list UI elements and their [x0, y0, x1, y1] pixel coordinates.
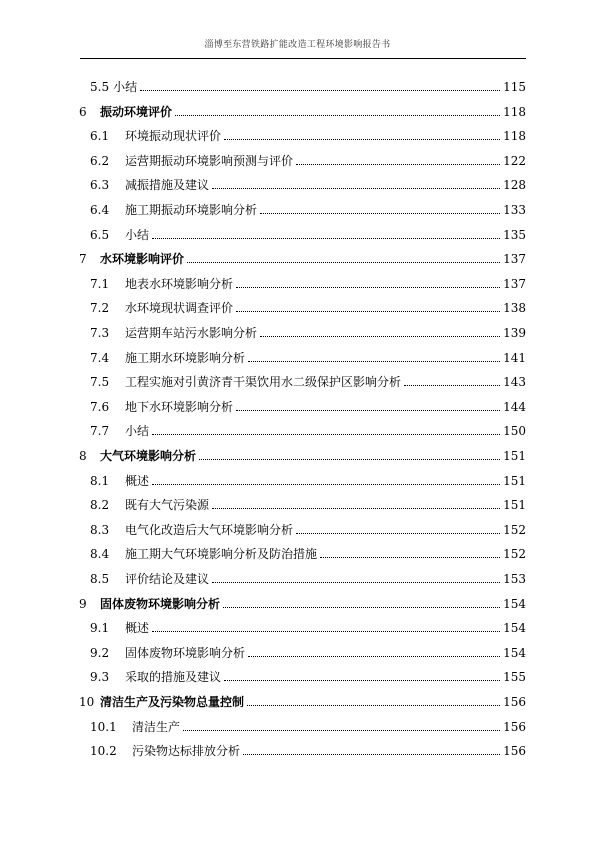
toc-entry-number: 9.1	[90, 621, 110, 636]
toc-entry[interactable]	[79, 593, 526, 611]
toc-dot-leader	[152, 434, 500, 435]
toc-entry-title: 地下水环境影响分析	[125, 399, 234, 414]
toc-entry[interactable]	[79, 248, 526, 266]
toc-entry-title: 污染物达标排放分析	[132, 744, 241, 759]
toc-entry[interactable]	[90, 125, 526, 143]
toc-entry-title: 施工期振动环境影响分析	[125, 203, 258, 217]
toc-entry-number: 7.4	[90, 350, 110, 365]
toc-entry[interactable]	[90, 617, 526, 635]
toc-dot-leader	[212, 508, 500, 509]
toc-entry-title: 振动环境评价	[100, 104, 173, 119]
toc-entry-page-number: 151	[503, 498, 526, 513]
toc-dot-leader	[175, 115, 500, 116]
toc-entry[interactable]	[90, 371, 526, 389]
toc-entry-page-number: 138	[503, 301, 526, 316]
toc-entry-title: 水环境现状调查评价	[125, 301, 234, 316]
toc-entry-title: 固体废物环境影响分析	[100, 596, 221, 611]
toc-entry-title: 固体废物环境影响分析	[125, 645, 246, 660]
toc-entry-page-number: 128	[503, 178, 526, 193]
running-header: 淄博至东营铁路扩能改造工程环境影响报告书	[204, 40, 391, 50]
toc-entry-title: 大气环境影响分析	[100, 449, 197, 463]
toc-entry-page-number: 153	[503, 572, 526, 586]
toc-dot-leader	[296, 533, 500, 534]
toc-entry-page-number: 135	[503, 227, 526, 242]
toc-entry-number: 6.2	[90, 153, 110, 168]
toc-dot-leader	[260, 336, 500, 337]
toc-dot-leader	[223, 607, 500, 608]
toc-entry[interactable]	[90, 470, 526, 488]
toc-entry-number: 10.2	[90, 744, 117, 759]
toc-entry-number: 8.5	[90, 572, 110, 586]
toc-dot-leader	[404, 385, 500, 386]
toc-entry-number: 6.4	[90, 203, 110, 217]
toc-entry-page-number: 151	[503, 473, 526, 488]
toc-entry[interactable]	[90, 494, 526, 512]
toc-entry-number: 8.2	[90, 498, 110, 513]
toc-entry-page-number: 144	[503, 399, 526, 414]
toc-dot-leader	[248, 361, 500, 362]
toc-entry[interactable]	[90, 174, 526, 192]
toc-entry[interactable]	[90, 224, 526, 242]
toc-entry-title: 水环境影响评价	[100, 252, 185, 267]
toc-entry-title: 清洁生产及污染物总量控制	[100, 695, 245, 709]
toc-entry-title: 概述	[125, 473, 150, 488]
toc-entry-number: 9.3	[90, 670, 110, 685]
toc-entry-title: 减振措施及建议	[125, 178, 210, 193]
toc-entry-title: 工程实施对引黄济青干渠饮用水二级保护区影响分析	[125, 375, 402, 390]
toc-dot-leader	[199, 459, 500, 460]
toc-entry-number: 8.1	[90, 473, 110, 488]
toc-entry-page-number: 118	[503, 129, 526, 144]
toc-entry-page-number: 115	[503, 80, 526, 94]
toc-entry[interactable]	[90, 519, 526, 537]
toc-entry-number: 6.1	[90, 129, 110, 144]
toc-entry[interactable]	[79, 691, 526, 709]
toc-entry[interactable]	[90, 716, 526, 734]
toc-entry-page-number: 154	[503, 645, 526, 660]
toc-entry[interactable]	[79, 445, 526, 463]
toc-dot-leader	[152, 238, 500, 239]
toc-entry-page-number: 156	[503, 744, 526, 759]
toc-entry[interactable]	[90, 150, 526, 168]
toc-dot-leader	[260, 213, 500, 214]
toc-entry[interactable]	[90, 273, 526, 291]
toc-dot-leader	[152, 484, 500, 485]
toc-entry-page-number: 141	[503, 350, 526, 365]
toc-entry-number: 7.7	[90, 424, 110, 439]
toc-entry[interactable]	[79, 101, 526, 119]
toc-entry-number: 7.1	[90, 276, 110, 291]
toc-entry[interactable]	[90, 297, 526, 315]
toc-dot-leader	[224, 139, 500, 140]
toc-entry-title: 评价结论及建议	[125, 572, 210, 586]
toc-entry-page-number: 137	[503, 276, 526, 291]
toc-dot-leader	[248, 656, 500, 657]
toc-entry-number: 7.2	[90, 301, 110, 316]
toc-entry-page-number: 133	[503, 203, 526, 217]
toc-entry[interactable]	[90, 199, 526, 217]
toc-entry[interactable]	[90, 642, 526, 660]
toc-dot-leader	[236, 410, 500, 411]
toc-entry-page-number: 155	[503, 670, 526, 685]
header-rule	[80, 58, 526, 59]
toc-entry-number: 6.5	[90, 227, 110, 242]
toc-dot-leader	[183, 730, 500, 731]
toc-entry-number: 9	[79, 596, 87, 611]
toc-entry-title: 电气化改造后大气环境影响分析	[125, 522, 294, 537]
toc-entry-title: 环境振动现状评价	[125, 129, 222, 144]
toc-entry[interactable]	[90, 420, 526, 438]
toc-entry[interactable]	[90, 347, 526, 365]
toc-entry-title: 概述	[125, 621, 150, 636]
toc-dot-leader	[296, 164, 500, 165]
toc-entry-number: 9.2	[90, 645, 110, 660]
toc-entry-title: 小结	[125, 424, 150, 439]
toc-entry-number: 6	[79, 104, 87, 119]
toc-entry-title: 运营期振动环境影响预测与评价	[125, 153, 294, 168]
toc-entry-page-number: 156	[503, 695, 526, 709]
toc-entry-title: 小结	[125, 227, 150, 242]
toc-entry-number: 7.3	[90, 326, 110, 340]
toc-entry-page-number: 150	[503, 424, 526, 439]
toc-entry-title: 施工期大气环境影响分析及防治措施	[125, 547, 318, 562]
toc-entry-title: 清洁生产	[132, 719, 181, 734]
toc-dot-leader	[224, 680, 500, 681]
toc-entry-page-number: 152	[503, 547, 526, 562]
toc-dot-leader	[236, 311, 500, 312]
toc-dot-leader	[247, 705, 500, 706]
toc-entry-number: 10.1	[90, 719, 117, 734]
toc-entry-title: 运营期车站污水影响分析	[125, 326, 258, 340]
toc-dot-leader	[320, 557, 500, 558]
toc-entry-page-number: 154	[503, 596, 526, 611]
toc-entry-page-number: 137	[503, 252, 526, 267]
toc-entry[interactable]	[90, 568, 526, 586]
toc-entry[interactable]	[90, 666, 526, 684]
toc-dot-leader	[187, 262, 500, 263]
toc-entry-page-number: 156	[503, 719, 526, 734]
toc-entry-page-number: 139	[503, 326, 526, 340]
toc-dot-leader	[152, 631, 500, 632]
toc-dot-leader	[212, 582, 500, 583]
toc-entry-page-number: 152	[503, 522, 526, 537]
toc-entry[interactable]	[90, 322, 526, 340]
toc-entry-page-number: 154	[503, 621, 526, 636]
toc-entry[interactable]	[90, 396, 526, 414]
toc-entry[interactable]	[90, 740, 526, 758]
toc-entry-number: 6.3	[90, 178, 110, 193]
toc-entry-title: 小结	[113, 80, 138, 94]
toc-entry[interactable]	[90, 543, 526, 561]
toc-entry-number: 8.3	[90, 522, 110, 537]
toc-entry-number: 7.5	[90, 375, 110, 390]
toc-entry-page-number: 122	[503, 153, 526, 168]
toc-dot-leader	[212, 188, 500, 189]
toc-entry-title: 施工期水环境影响分析	[125, 350, 246, 365]
toc-entry-page-number: 118	[503, 104, 526, 119]
toc-dot-leader	[140, 90, 500, 91]
toc-entry[interactable]	[90, 76, 526, 94]
toc-entry-page-number: 151	[503, 449, 526, 463]
toc-entry-number: 7	[79, 252, 87, 267]
toc-entry-number: 5.5	[90, 80, 110, 94]
toc-entry-title: 采取的措施及建议	[125, 670, 222, 685]
toc-entry-number: 8	[79, 449, 87, 463]
toc-entry-number: 10	[79, 695, 95, 709]
toc-dot-leader	[236, 287, 500, 288]
toc-entry-title: 地表水环境影响分析	[125, 276, 234, 291]
toc-entry-number: 8.4	[90, 547, 110, 562]
toc-entry-page-number: 143	[503, 375, 526, 390]
toc-entry-title: 既有大气污染源	[125, 498, 210, 513]
toc-dot-leader	[243, 754, 500, 755]
toc-entry-number: 7.6	[90, 399, 110, 414]
